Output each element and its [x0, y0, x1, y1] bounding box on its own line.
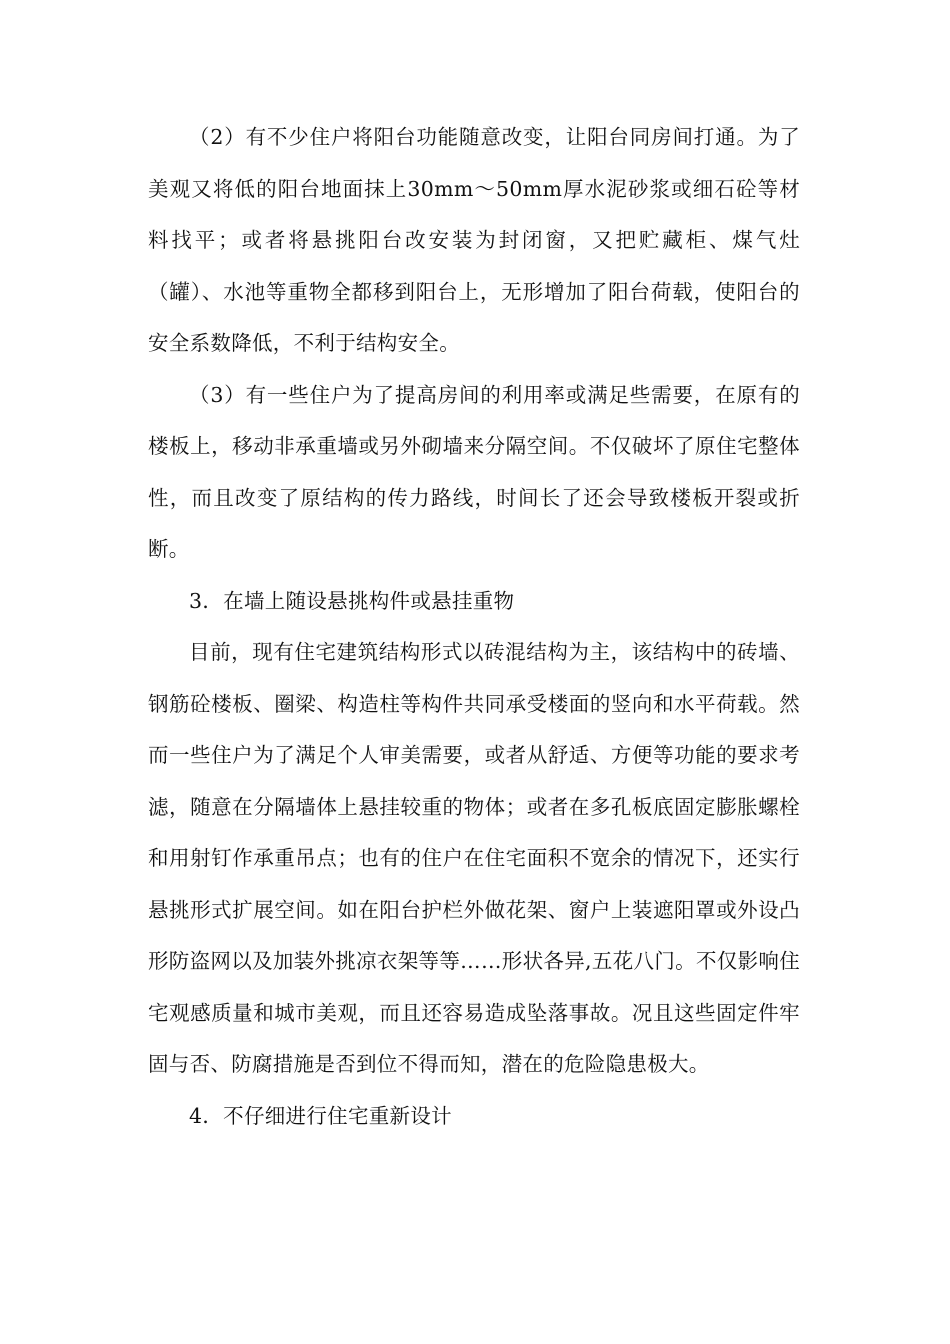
paragraph-cantilever-loads: 目前，现有住宅建筑结构形式以砖混结构为主，该结构中的砖墙、钢筋砼楼板、圈梁、构造柱等构件共同承受楼面的竖向和水平荷载。然而一些住户为了满足个人审美需要，或者从舒适、方便等功能的要求考滤，随意在分隔墙体上悬挂较重的物体；或者在多孔板底固定膨胀螺栓和用射钉作承重吊点；也有的住户在住宅面积不宽余的情况下，还实行悬挑形式扩展空间。如在阳台护栏外做花架、窗户上装遮阳罩或外设凸形防盗网以及加装外挑凉衣架等等……形状各异,五花八门。不仅影响住宅观感质量和城市美观，而且还容易造成坠落事故。况且这些固定件牢固与否、防腐措施是否到位不得而知，潜在的危险隐患极大。 [148, 640, 800, 1076]
section-heading-4: 4．不仔细进行住宅重新设计 [189, 1103, 452, 1128]
paragraph-balcony-modification: （2）有不少住户将阳台功能随意改变，让阳台同房间打通。为了美观又将低的阳台地面抹上30mm～50mm厚水泥砂浆或细石砼等材料找平；或者将悬挑阳台改安装为封闭窗，又把贮藏柜、煤气灶（罐）、水池等重物全都移到阳台上，无形增加了阳台荷载，使阳台的安全系数降低，不利于结构安全。 [148, 125, 800, 355]
document-body [148, 112, 800, 1142]
section-heading-3: 3．在墙上随设悬挑构件或悬挂重物 [189, 588, 515, 613]
paragraph-partition-walls: （3）有一些住户为了提高房间的利用率或满足些需要，在原有的楼板上，移动非承重墙或另外砌墙来分隔空间。不仅破坏了原住宅整体性，而且改变了原结构的传力路线，时间长了还会导致楼板开裂或折断。 [148, 382, 800, 561]
